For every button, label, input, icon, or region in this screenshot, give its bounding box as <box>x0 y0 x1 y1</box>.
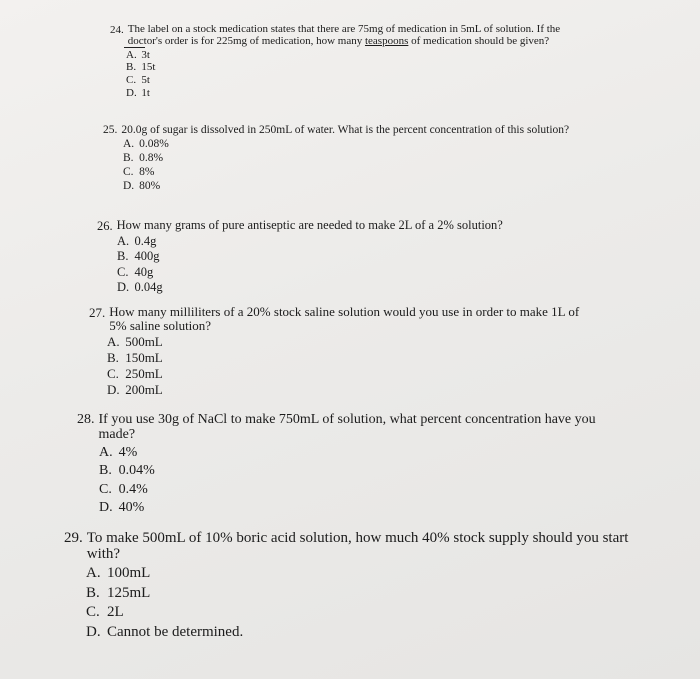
answer-options <box>117 234 577 295</box>
question-number: 28. <box>77 412 95 427</box>
question-text: How many milliliters of a 20% stock saline solution would you use in order to make 1L of 5% saline solution? <box>109 304 580 334</box>
option-letter: B. <box>117 249 129 264</box>
option-text: 250mL <box>125 365 163 381</box>
answer-option-d[interactable] <box>86 623 664 643</box>
option-letter: D. <box>107 381 120 397</box>
answer-option-c[interactable] <box>86 603 664 623</box>
option-letter: A. <box>123 138 135 151</box>
option-text: 3t <box>141 48 150 61</box>
question-27 <box>89 305 589 398</box>
answer-option-c[interactable] <box>117 265 577 280</box>
question-26 <box>97 219 577 295</box>
answer-option-c[interactable] <box>107 366 589 382</box>
option-text: 4% <box>118 445 138 461</box>
option-text: 2L <box>107 604 124 621</box>
question-stem <box>89 305 589 333</box>
answer-option-a[interactable] <box>123 137 583 151</box>
option-text: 0.8% <box>139 152 164 165</box>
option-text: 0.08% <box>139 138 169 151</box>
option-text: 0.4g <box>134 234 157 248</box>
answer-option-c[interactable] <box>99 481 617 499</box>
option-text: 8% <box>139 166 155 179</box>
option-letter: A. <box>99 445 113 461</box>
question-number: 29. <box>64 530 83 546</box>
option-text: 40g <box>134 264 154 279</box>
option-text: 0.04% <box>118 463 155 479</box>
option-letter: C. <box>86 604 100 621</box>
answer-option-b[interactable] <box>86 584 664 604</box>
answer-option-d[interactable] <box>99 499 617 517</box>
answer-option-a[interactable] <box>99 444 617 462</box>
question-text: To make 500mL of 10% boric acid solution, how much 40% stock supply should you start with? <box>86 530 629 563</box>
question-stem <box>103 124 583 136</box>
answer-option-a[interactable] <box>117 234 577 249</box>
option-letter: B. <box>86 584 100 601</box>
option-text: 5t <box>141 74 150 87</box>
question-number: 27. <box>89 305 106 320</box>
question-number: 26. <box>97 219 113 233</box>
question-29 <box>64 530 664 642</box>
question-text: If you use 30g of NaCl to make 750mL of solution, what percent concentration have you made? <box>98 412 596 443</box>
option-letter: C. <box>107 365 119 381</box>
answer-option-c[interactable] <box>126 74 570 87</box>
answer-options <box>107 334 589 397</box>
option-letter: C. <box>123 166 134 179</box>
option-letter: A. <box>126 49 141 62</box>
answer-option-a[interactable] <box>126 49 570 62</box>
option-letter: A. <box>86 565 101 582</box>
option-text: 80% <box>139 180 161 193</box>
question-text-part: The label on a stock medication states that there are 75mg of medication in 5mL of solution. If the doctor's order is for 225mg of medication, how many <box>127 23 561 47</box>
answer-options <box>123 137 583 193</box>
question-stem <box>110 24 570 48</box>
question-number: 24. <box>110 24 124 36</box>
answer-option-b[interactable] <box>123 151 583 165</box>
answer-options <box>99 444 617 517</box>
question-number: 25. <box>103 124 118 136</box>
answer-option-d[interactable] <box>107 382 589 398</box>
option-letter: D. <box>86 623 101 640</box>
option-text: 1t <box>141 86 150 99</box>
answer-option-d[interactable] <box>123 179 583 193</box>
answer-options <box>86 564 664 642</box>
option-letter: D. <box>126 86 137 99</box>
option-text: 0.4% <box>118 481 148 497</box>
option-letter: C. <box>126 74 137 87</box>
answer-option-b[interactable] <box>117 249 577 264</box>
question-25 <box>103 124 583 193</box>
underlined-word: teaspoons <box>364 34 409 47</box>
option-letter: D. <box>123 180 135 193</box>
option-letter: A. <box>117 234 130 248</box>
answer-option-b[interactable] <box>99 462 617 480</box>
answer-option-d[interactable] <box>117 280 577 295</box>
option-letter: C. <box>117 264 129 279</box>
option-text: 125mL <box>107 584 151 601</box>
option-text: 150mL <box>125 349 163 365</box>
answer-option-b[interactable] <box>126 61 570 74</box>
option-text: 0.04g <box>134 279 163 294</box>
answer-option-a[interactable] <box>107 334 589 350</box>
option-text: 100mL <box>107 565 151 582</box>
option-text: 15t <box>141 61 156 74</box>
answer-options <box>126 49 570 100</box>
question-text: How many grams of pure antiseptic are needed to make 2L of a 2% solution? <box>116 218 503 232</box>
option-text: 40% <box>118 499 145 515</box>
question-stem <box>77 412 617 442</box>
option-letter: B. <box>107 349 119 365</box>
question-28 <box>77 412 617 517</box>
option-letter: B. <box>99 463 112 479</box>
answer-option-d[interactable] <box>126 87 570 100</box>
option-letter: D. <box>117 279 130 294</box>
answer-option-c[interactable] <box>123 165 583 179</box>
question-text: 20.0g of sugar is dissolved in 250mL of water. What is the percent concentration of this solution? <box>121 124 570 136</box>
question-stem <box>97 219 577 234</box>
option-letter: C. <box>99 481 112 497</box>
question-24 <box>110 24 570 99</box>
option-letter: D. <box>99 499 113 515</box>
option-text: Cannot be determined. <box>107 623 244 640</box>
option-text: 400g <box>134 249 160 264</box>
option-text: 500mL <box>125 334 163 350</box>
option-letter: B. <box>123 152 134 165</box>
option-text: 200mL <box>125 381 163 397</box>
question-text-part: of medication should be given? <box>408 34 550 47</box>
answer-option-b[interactable] <box>107 350 589 366</box>
option-letter: B. <box>126 61 137 74</box>
question-stem <box>64 530 664 562</box>
option-letter: A. <box>107 334 120 350</box>
answer-option-a[interactable] <box>86 564 664 584</box>
question-text <box>128 24 570 48</box>
